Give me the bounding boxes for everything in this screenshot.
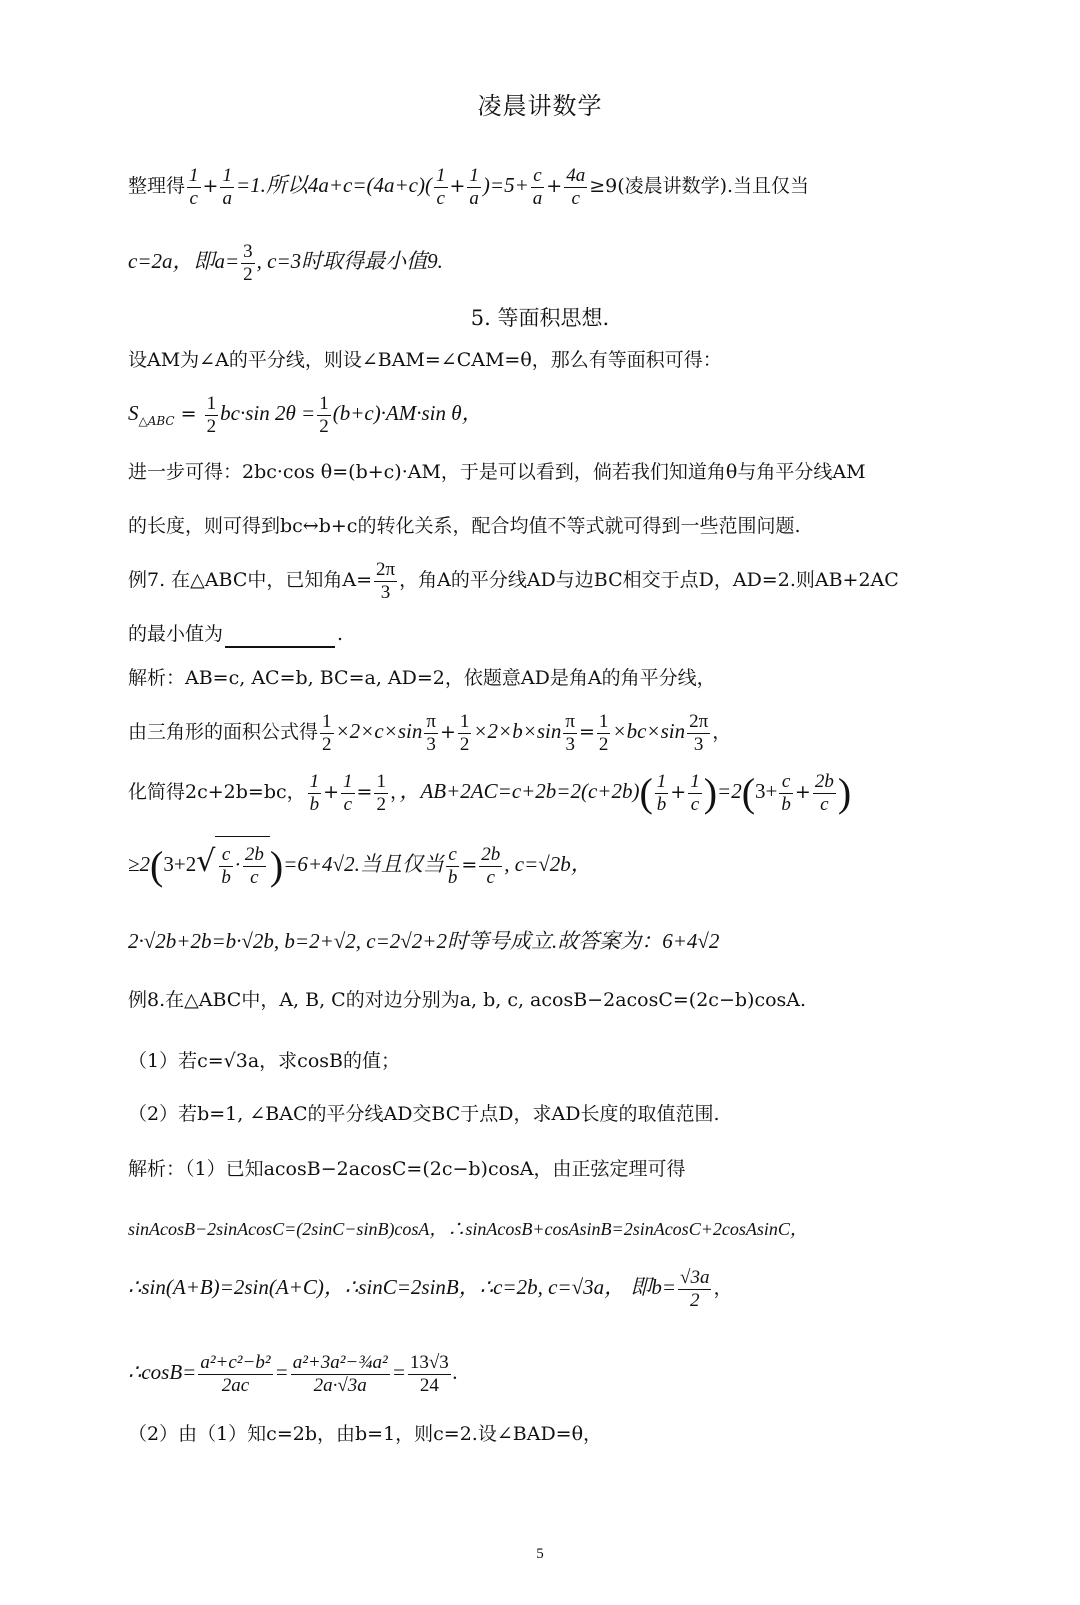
math-text: ×bc×sin	[612, 719, 686, 743]
fraction: $\frac{\text{a²+3a²−¾a²}}{2a\cdot√3a}$	[292, 1351, 388, 1396]
text-line	[128, 236, 948, 287]
formula-line: 化简得2c+2b=bc， $\frac{1}{b}$ + $\frac{1}{c}$ = $\frac{1}{2}$ ，，AB+2AC=c+2b=2(c+2b)( $\frac{1}{b}$ + $\frac{1}{c}$ )=2(3+ $\frac{c}{b}$ + $\frac{2b}{c}$ )	[128, 770, 852, 815]
math-text: ≥2	[128, 852, 151, 876]
fraction: $\frac{1}{b}$	[309, 770, 320, 815]
math-text: ×2×b×sin	[473, 719, 562, 743]
fraction: $\frac{2b}{c}$	[244, 843, 264, 888]
math-text: , c=3时取得最小值9.	[256, 249, 443, 273]
text-line: （2）若b=1, ∠BAC的平分线AD交BC于点D，求AD长度的取值范围.	[128, 1103, 720, 1125]
paren-left: (	[150, 843, 164, 888]
math-text: )=5+	[482, 173, 529, 197]
formula-line: $S_{\triangle ABC}$ = $\frac{1}{2}$ bc·sin 2θ = $\frac{1}{2}$ (b+c)·AM·sin θ，	[128, 392, 483, 437]
fraction: $\frac{1}{b}$	[656, 770, 667, 815]
math-text: =6+4√2.当且仅当	[283, 852, 444, 876]
text-line	[128, 620, 948, 648]
text: 例7. 在△ABC中，已知角A=	[128, 569, 372, 591]
formula-line: ≥2(3+2√ $\frac{c}{b}$ · $\frac{2b}{c}$ )=6+4√2.当且仅当 $\frac{c}{b}$ = $\frac{2b}{c}$ , c=√2b，	[128, 834, 948, 893]
fraction: $\frac{c}{b}$	[781, 770, 791, 815]
paren-left: (	[741, 770, 756, 815]
math-text: ，AB+2AC=c+2b=2(c+2b)	[399, 779, 640, 803]
math-text: ×2×c×sin	[335, 719, 423, 743]
paren-right: )	[837, 770, 852, 815]
example-line	[128, 555, 948, 605]
text-line	[128, 927, 948, 956]
math-text: S	[128, 401, 139, 425]
math-text: ∴cosB=	[128, 1360, 197, 1384]
math-text: =	[274, 1360, 289, 1384]
page-header: 凌晨讲数学	[477, 92, 603, 120]
text: 例8.在△ABC中，A, B, C的对边分别为a, b, c, acosB−2acosC=(2c−b)cosA.	[128, 989, 807, 1011]
fraction: $\frac{1}{2}$	[376, 770, 386, 815]
fraction: $\frac{1}{c}$	[189, 164, 199, 209]
paren-right: )	[269, 843, 284, 888]
text-line: 设AM为∠A的平分线，则设∠BAM=∠CAM=θ，那么有等面积可得：	[128, 349, 722, 371]
fraction: $\frac{1}{2}$	[459, 710, 470, 755]
example-line	[128, 986, 948, 1014]
math-text: bc·sin 2θ =	[220, 401, 316, 425]
math-text: sinAcosB−2sinAcosC=(2sinC−sinB)cosA，∴sinAcosB+cosAsinB=2sinAcosC+2cosAsinC，	[128, 1219, 808, 1239]
fraction: $\frac{1}{a}$	[469, 164, 479, 209]
formula-line	[128, 1262, 948, 1313]
fraction: $\frac{4a}{c}$	[566, 164, 586, 209]
fraction: $\frac{\pi}{3}$	[426, 710, 436, 755]
fraction: $\frac{√3a}{2}$	[680, 1266, 710, 1311]
fraction: $\frac{c}{a}$	[532, 164, 543, 209]
text-line: 进一步可得：2bc·cos θ=(b+c)·AM，于是可以看到，倘若我们知道角θ与角平分线AM	[128, 461, 866, 483]
fraction: $\frac{1}{2}$	[322, 710, 332, 755]
formula-line	[128, 1215, 948, 1244]
fraction: $\frac{2b}{c}$	[814, 770, 834, 815]
fraction: $\frac{2\pi}{3}$	[689, 710, 709, 755]
section-title: 5. 等面积思想.	[470, 306, 610, 330]
text: 由三角形的面积公式得	[128, 721, 319, 743]
page-number: 5	[536, 1546, 544, 1562]
fraction: $\frac{\text{a²+c²−b²}}{2ac}$	[200, 1351, 271, 1396]
text: 的最小值为	[128, 623, 224, 645]
math-text: (b+c)·AM·sin θ，	[332, 401, 483, 425]
fraction: $\frac{c}{b}$	[447, 843, 458, 888]
text: .	[337, 623, 344, 645]
math-text: ∴sin(A+B)=2sin(A+C)，∴sinC=2sinB，∴c=2b, c=√3a， 即b=	[128, 1275, 677, 1299]
math-text: =1.所以4a+c=(4a+c)(	[235, 173, 432, 197]
math-text: c=2a，即a=	[128, 249, 240, 273]
math-text: =2	[717, 779, 742, 803]
fraction: $\frac{3}{2}$	[243, 240, 253, 285]
sqrt-box: $\frac{c}{b}$ · $\frac{2b}{c}$	[215, 836, 270, 893]
text: 整理得	[128, 175, 186, 197]
fraction: $\frac{1}{2}$	[319, 392, 329, 437]
fraction: $\frac{13√3}{24}$	[409, 1351, 449, 1396]
text: ≥9(凌晨讲数学).当且仅当	[589, 175, 810, 197]
math-text: , c=√2b，	[504, 852, 592, 876]
answer-blank	[225, 626, 335, 648]
fraction: $\frac{2b}{c}$	[481, 843, 501, 888]
fraction: $\frac{\pi}{3}$	[565, 710, 575, 755]
text-line: 解析：（1）已知acosB−2acosC=(2c−b)cosA，由正弦定理可得	[128, 1158, 686, 1180]
text-line: 的长度，则可得到bc↔b+c的转化关系，配合均值不等式就可得到一些范围问题.	[128, 515, 801, 537]
text: 化简得2c+2b=bc，	[128, 781, 306, 803]
fraction: $\frac{1}{c}$	[690, 770, 700, 815]
text-line: （2）由（1）知c=2b，由b=1，则c=2.设∠BAD=θ，	[128, 1423, 603, 1445]
fraction: $\frac{1}{c}$	[436, 164, 446, 209]
paren-right: )	[703, 770, 718, 815]
text: ，	[713, 1277, 733, 1299]
fraction: $\frac{1}{2}$	[206, 392, 217, 437]
text-line: 解析：AB=c, AC=b, BC=a, AD=2，依题意AD是角A的角平分线，	[128, 667, 716, 689]
fraction: $\frac{c}{b}$	[221, 843, 231, 888]
math-text: =	[391, 1360, 406, 1384]
text-line: （1）若c=√3a，求cosB的值；	[128, 1050, 400, 1072]
paren-left: (	[639, 770, 653, 815]
text: ，	[712, 721, 732, 743]
text: ，角A的平分线AD与边BC相交于点D，AD=2.则AB+2AC	[399, 569, 899, 591]
fraction: $\frac{1}{a}$	[222, 164, 232, 209]
math-text: .	[452, 1360, 459, 1384]
formula-line	[128, 1340, 948, 1405]
subscript: △ABC	[138, 413, 175, 428]
fraction: $\frac{1}{2}$	[598, 710, 609, 755]
formula-line: 由三角形的面积公式得 $\frac{1}{2}$ ×2×c×sin $\frac{\pi}{3}$ + $\frac{1}{2}$ ×2×b×sin $\frac{\pi}{3}$ = $\frac{1}{2}$ ×bc×sin $\frac{2\pi}{3}$ ，	[128, 710, 732, 755]
math-text: 2·√2b+2b=b·√2b, b=2+√2, c=2√2+2时等号成立.故答案为：6+4√2	[128, 929, 720, 953]
fraction: $\frac{2\pi}{3}$	[376, 558, 396, 603]
text-line: 整理得 $\frac{1}{c}$ + $\frac{1}{a}$ =1.所以4a+c=(4a+c)( $\frac{1}{c}$ + $\frac{1}{a}$ )=5+ $\frac{c}{a}$ + $\frac{4a}{c}$ ≥9(凌晨讲数学).当且仅当	[128, 164, 810, 209]
fraction: $\frac{1}{c}$	[343, 770, 353, 815]
